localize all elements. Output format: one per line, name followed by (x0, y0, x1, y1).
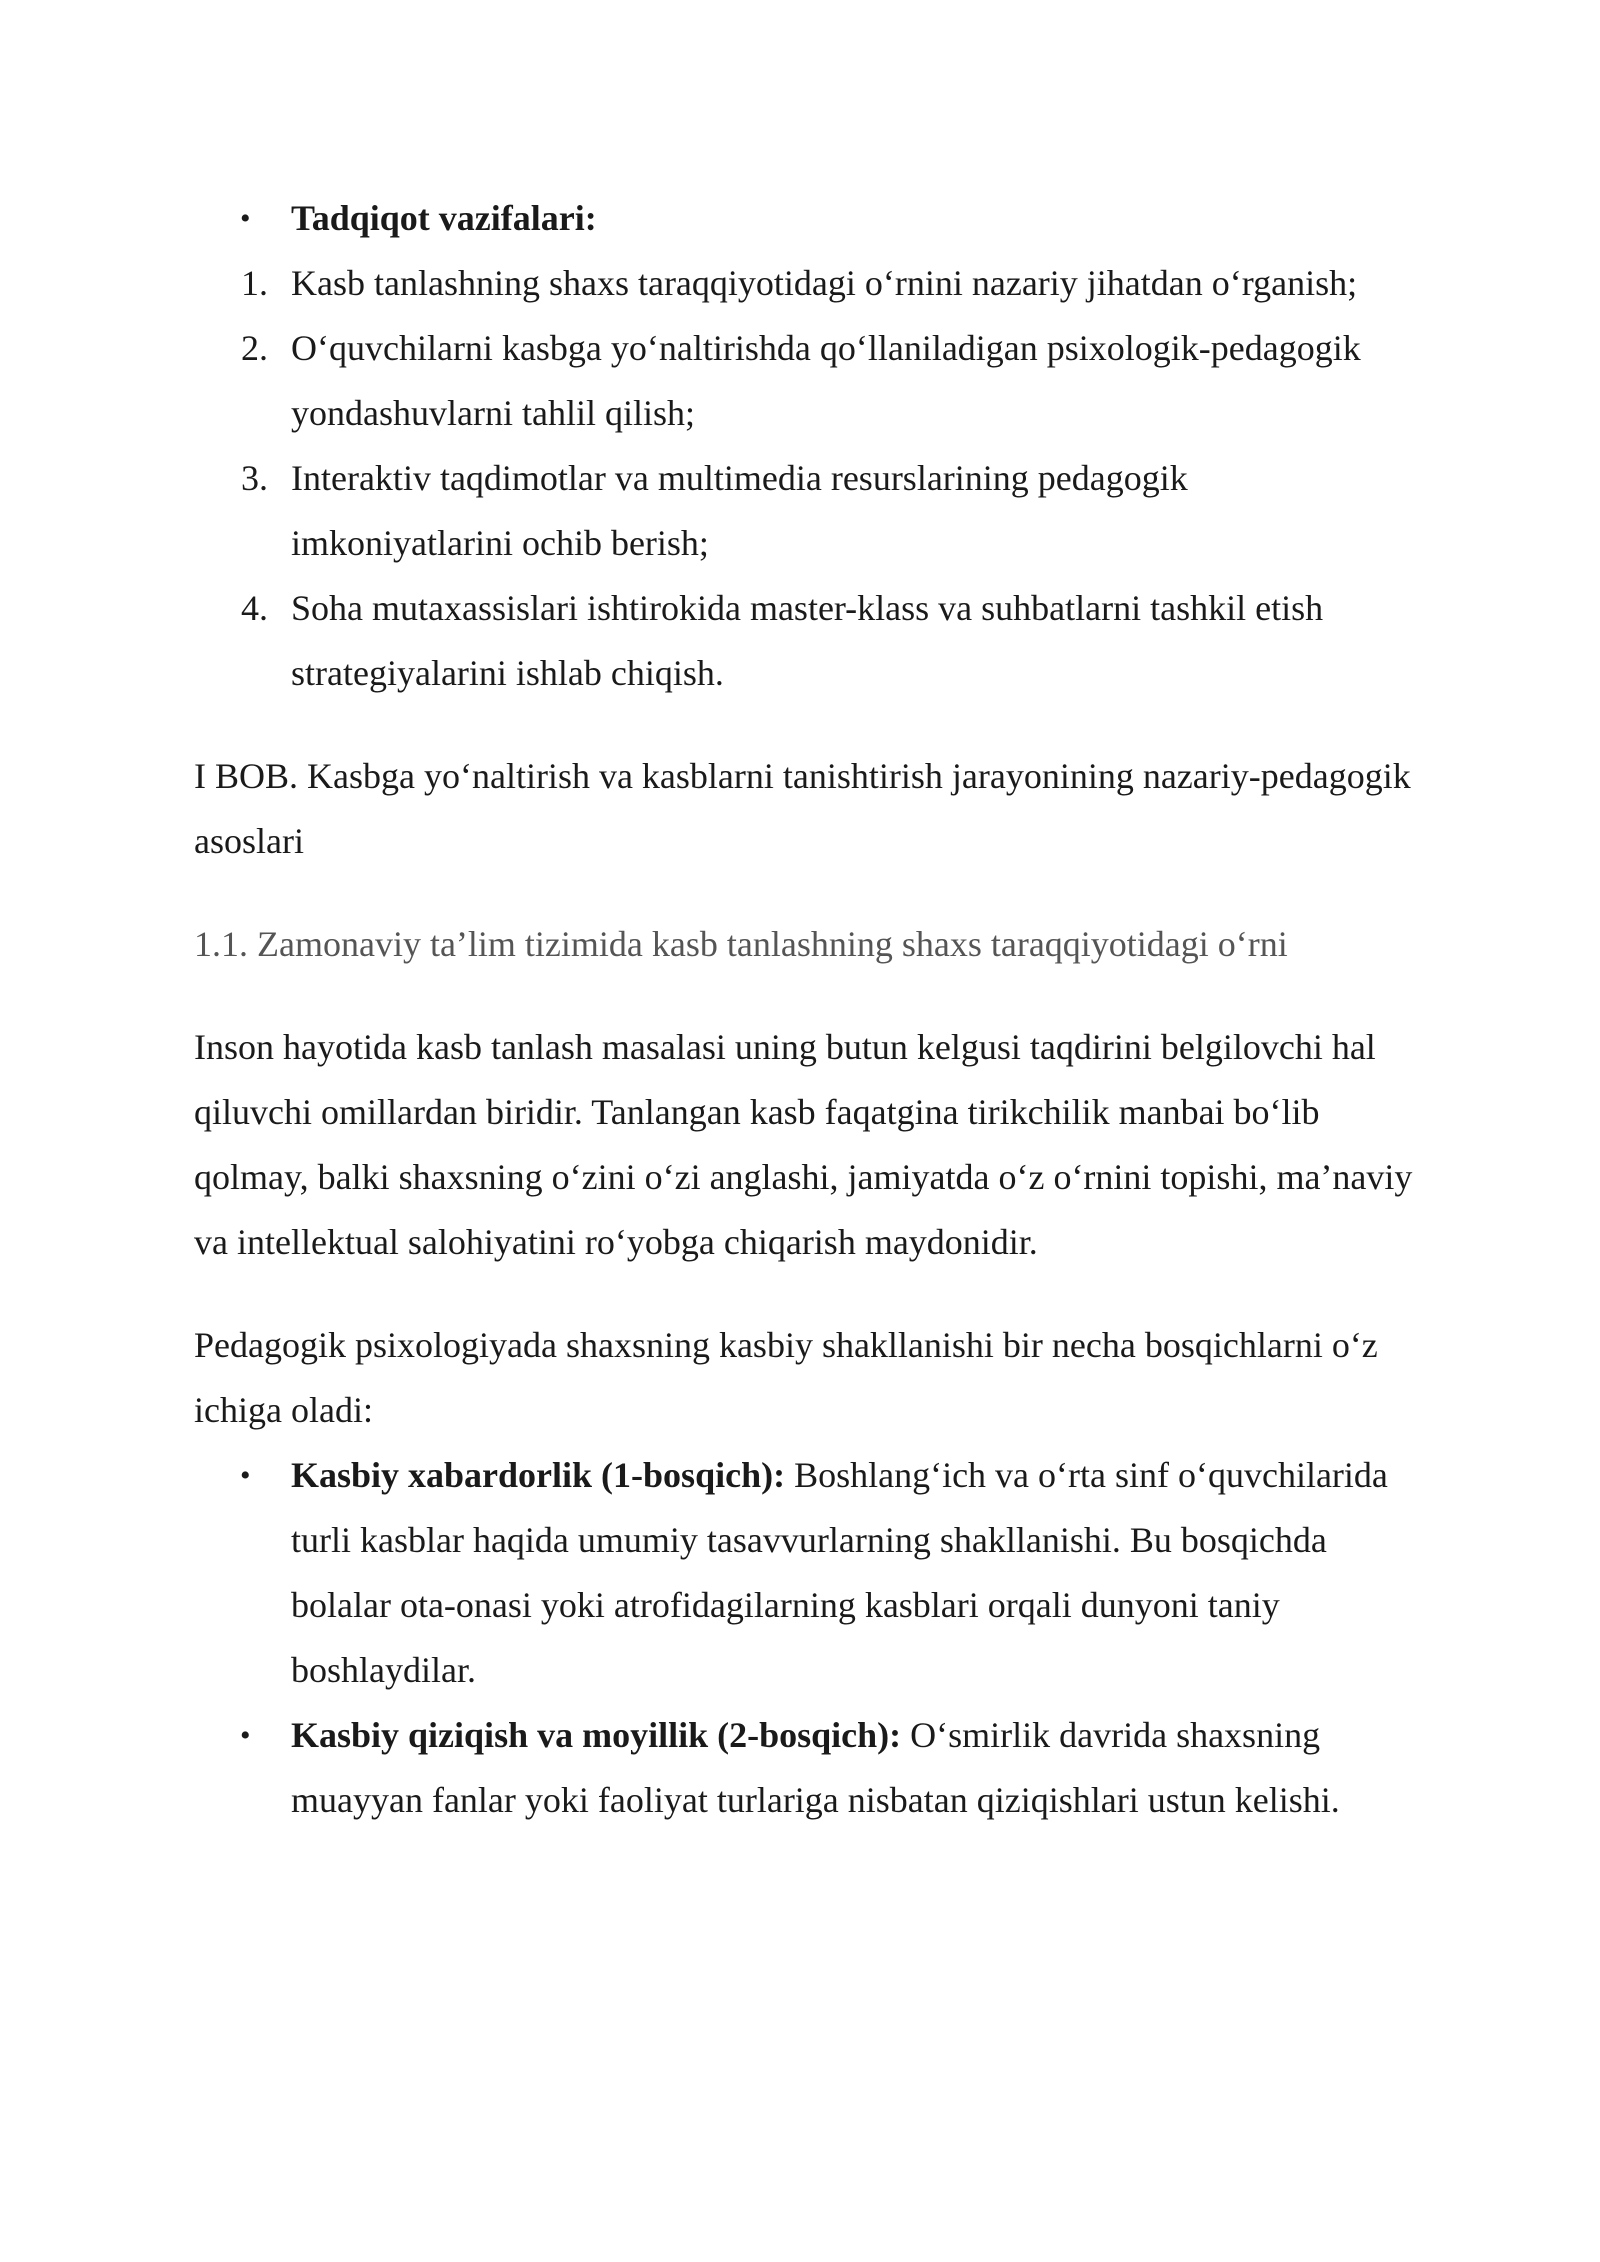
task-item (241, 251, 1414, 316)
bullet-glyph: • (240, 202, 251, 235)
task-number: 1. (241, 263, 268, 303)
chapter-title: I BOB. Kasbga yo‘naltirish va kasblarni tanishtirish jarayonining nazariy-pedagogik asoslari (194, 756, 1411, 861)
task-text: Soha mutaxassislari ishtirokida master-klass va suhbatlarni tashkil etish strategiyalarini ishlab chiqish. (291, 588, 1324, 693)
task-text: O‘quvchilarni kasbga yo‘naltirishda qo‘llaniladigan psixologik-pedagogik yondashuvlarni tahlil qilish; (291, 328, 1361, 433)
task-item (241, 316, 1414, 446)
task-text: Kasb tanlashning shaxs taraqqiyotidagi o‘rnini nazariy jihatdan o‘rganish; (291, 263, 1358, 303)
task-item (241, 576, 1414, 706)
task-number: 4. (241, 588, 268, 628)
section-title: 1.1. Zamonaviy ta’lim tizimida kasb tanlashning shaxs taraqqiyotidagi o‘rni (194, 924, 1288, 964)
page-content (194, 186, 1414, 1833)
task-number: 2. (241, 328, 268, 368)
task-number: 3. (241, 458, 268, 498)
tasks-heading: Tadqiqot vazifalari: (291, 198, 597, 238)
stage-text: Boshlang‘ich va o‘rta sinf o‘quvchilarida turli kasblar haqida umumiy tasavvurlarning shakllanishi. Bu bosqichda bolalar ota-onasi yoki atrofidagilarning kasblari orqali dunyoni taniy boshlaydilar. (291, 1455, 1388, 1690)
stages-list (194, 1443, 1414, 1833)
stage-term: Kasbiy xabardorlik (1-bosqich): (291, 1455, 786, 1495)
task-text: Interaktiv taqdimotlar va multimedia resurslarining pedagogik imkoniyatlarini ochib berish; (291, 458, 1188, 563)
tasks-numbered-list (194, 251, 1414, 706)
paragraph: Pedagogik psixologiyada shaxsning kasbiy shakllanishi bir necha bosqichlarni o‘z ichiga oladi: (194, 1325, 1378, 1430)
stage-term: Kasbiy qiziqish va moyillik (2-bosqich): (291, 1715, 902, 1755)
stage-text: O‘smirlik davrida shaxsning muayyan fanlar yoki faoliyat turlariga nisbatan qiziqishlari ustun kelishi. (291, 1715, 1340, 1820)
task-item (241, 446, 1414, 576)
paragraph: Inson hayotida kasb tanlash masalasi uning butun kelgusi taqdirini belgilovchi hal qiluvchi omillardan biridir. Tanlangan kasb faqatgina tirikchilik manbai bo‘lib qolmay, balki shaxsning o‘zini o‘zi anglashi, jamiyatda o‘z o‘rnini topishi, ma’naviy va intellektual salohiyatini ro‘yobga chiqarish maydonidir. (194, 1027, 1413, 1262)
bullet-glyph: • (240, 1459, 251, 1492)
bullet-glyph: • (240, 1719, 251, 1752)
stage-item (194, 1443, 1414, 1703)
tasks-bullet-item (194, 186, 1414, 251)
tasks-list (194, 186, 1414, 251)
stage-item (194, 1703, 1414, 1833)
